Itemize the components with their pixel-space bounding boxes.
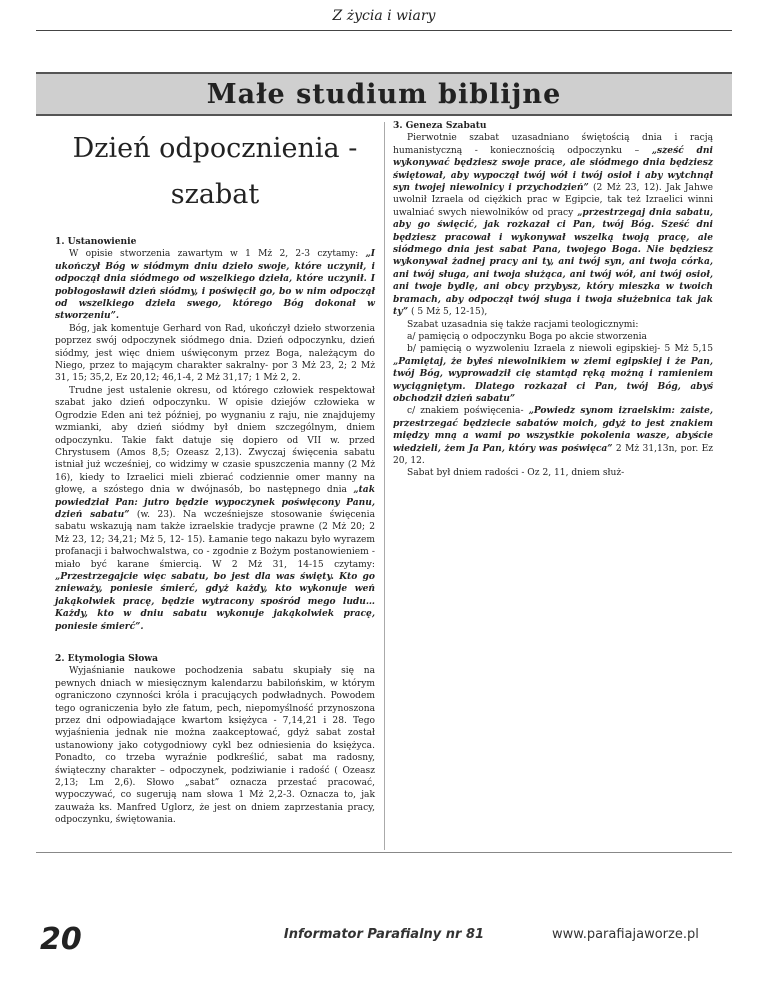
section-banner [36, 72, 732, 116]
text-run: (w. 23). Na wcześniejsze stosowanie święcenia sabatu wskazują nam także izraelskie tradycje prawne (2 Mż 20; 2 Mż 23, 12; 34,21; Mż 5, 12- 15). Łamanie tego nakazu było wyrazem profanacji i bałwochwalstwa, co - zgodnie z Bożym postanowieniem - miało być karane śmiercią. W 2 Mż 31, 14-15 czytamy: [55, 509, 375, 570]
text-run: Trudne jest ustalenie okresu, od którego człowiek respektował szabat jako dzień odpoczynku. W opisie dziejów człowieka w Ogrodzie Eden ani też później, po wygnaniu z raju, nie znajdujemy wzmianki, aby dzień siódmy był dniem szczególnym, dniem odpoczynku. Takie fakt datuje się dopiero od VII w. przed Chrystusem (Amos 8,5; Ozeasz 2,13). Zwyczaj święcenia sabatu istniał już wcześniej, co widzimy w czasie spuszczenia manny (2 Mż 16), kiedy to Izraelici mieli zbierać codziennie omer manny na głowę, a szóstego dnia w dwójnasób, bo następnego dnia [55, 385, 375, 496]
text-run: b/ pamięcią o wyzwoleniu Izraela z niewoli egipskiej- 5 Mż 5,15 [407, 344, 713, 355]
bible-quote: „Przestrzegajcie więc sabatu, bo jest dla was święty. Kto go znieważy, poniesie śmierć, gdyż każdy, kto wykonuje weń jakąkolwiek pracę, będzie wytracony spośród mego ludu… Każdy, kto w dniu sabatu wykonuje jakąkolwiek pracę, poniesie śmierć”. [55, 570, 375, 632]
text-run: ( 5 Mż 5, 12-15), [408, 307, 488, 318]
publication-name: Informator Parafialny nr 81 [283, 927, 485, 942]
paragraph [55, 248, 375, 322]
page-number: 20 [40, 922, 82, 957]
text-run: (2 Mż 23, 12). Jak Jahwe uwolnił Izraela od ciężkich prac w Egipcie, tak też Izraelici winni uwalniać swych niewolników od pracy [393, 183, 713, 218]
list-item [393, 343, 713, 405]
article-title-line1: Dzień odpocznienia - [72, 133, 358, 164]
bible-quote: „przestrzegaj dnia sabatu, aby go święcić, jak rozkazał ci Pan, twój Bóg. Sześć dni będziesz pracował i wykonywał wszelką twoją pracę, ale siódmego dnia jest sabat Pana, twojego Boga. Nie będziesz wykonywał żadnej pracy ani ty, ani twój syn, ani twoja córka, ani twój sługa, ani twoja służąca, ani twój wół, ani twój osioł, ani twoje bydlę, ani obcy przybysz, który mieszka w twoich bramach, aby odpoczął twój sługa i twoja służebnica tak jak ty” [393, 206, 713, 318]
text-run: W opisie stworzenia zawartym w 1 Mż 2, 2-3 czytamy: [69, 249, 366, 260]
bible-quote: „Powiedz synom izraelskim: zaiste, przestrzegać będziecie sabatów moich, gdyż to jest znakiem między mną a wami po wszystkie pokolenia wasze, abyście wiedzieli, żem Ja Pan, który was poświęca” [393, 405, 713, 454]
list-item: a/ pamięcią o odpoczynku Boga po akcie stworzenia [407, 331, 647, 342]
text-run: c/ znakiem poświęcenia- [407, 406, 529, 417]
article-title-line2: szabat [170, 179, 260, 210]
footer-rule [36, 852, 732, 853]
section-heading-3: 3. Geneza Szabatu [393, 120, 487, 131]
column-divider [384, 122, 385, 850]
bible-quote: „tak powiedział Pan: jutro będzie wypoczynek poświęcony Panu, dzień sabatu” [55, 484, 375, 520]
bible-quote: „sześć dni wykonywać będziesz swoje prace, ale siódmego dnia będziesz świętował, aby wypoczął twój wół i twój osioł i aby wytchnął syn twojej niewolnicy i przychodzień” [393, 144, 713, 194]
section-heading-2: 2. Etymologia Słowa [55, 653, 159, 664]
bible-quote: „Pamiętaj, że byłeś niewolnikiem w ziemi egipskiej i że Pan, twój Bóg, wyprowadził cię stamtąd ręką możną i ramieniem wyciągniętym. Dlatego rozkazał ci Pan, twój Bóg, abyś obchodził dzień sabatu” [393, 355, 713, 404]
website-url: www.parafiajaworze.pl [552, 927, 699, 942]
paragraph [55, 385, 375, 633]
paragraph: Szabat uzasadnia się także racjami teologicznymi: [407, 319, 639, 330]
article-title [55, 126, 375, 218]
paragraph: Bóg, jak komentuje Gerhard von Rad, ukończył dzieło stworzenia poprzez swój odpoczynek siódmego dnia. Dzień odpoczynku, dzień siódmy, jest więc dniem uświęconym przez Boga, należącym do Niego, przez to mającym charakter sakralny- por 3 Mż 23, 2; 2 Mż 31, 15; 35,2, Ez 20,12; 46,1-4, 2 Mż 31,17; 1 Mż 2, 2. [55, 323, 375, 384]
paragraph [393, 132, 713, 318]
paragraph: Sabat był dniem radości - Oz 2, 11, dniem służ- [407, 468, 625, 479]
banner-title: Małe studium biblijne [206, 78, 562, 110]
text-run: Pierwotnie szabat uzasadniano świętością dnia i racją humanistyczną - koniecznością odpoczynku – [393, 133, 713, 156]
list-item [393, 405, 713, 467]
text-run: 2 Mż 31,13n, por. Ez 20, 12. [393, 443, 714, 466]
right-column-flow [393, 120, 713, 480]
section-heading-1: 1. Ustanowienie [55, 236, 137, 247]
left-column [55, 120, 375, 827]
header-rule [36, 30, 732, 31]
paragraph: Wyjaśnianie naukowe pochodzenia sabatu skupiały się na pewnych dniach w miesięcznym kalendarzu babilońskim, w którym ograniczono czynności króla i pracujących podwładnych. Powodem tego ograniczenia było złe fatum, pech, niepomyślność przynoszona przez dni odpowiadające kwartom księżyca - 7,14,21 i 28. Tego wyjaśnienia jednak nie można zaakceptować, gdyż sabat został ustanowiony jako cotygodniowy cykl bez odniesienia do księżyca. Ponadto, co trzeba wyraźnie podkreślić, sabat ma radosny, świąteczny charakter – odpoczynek, podziwianie i radość ( Ozeasz 2,13; Lm 2,6). Słowo „sabat” oznacza przestać pracować, wypoczywać, co sugerują nam słowa 1 Mż 2,2-3. Oznacza to, jak zauważa ks. Manfred Uglorz, że jest on dniem zaprzestania pracy, odpoczynku, świętowania. [55, 666, 375, 826]
bible-quote: „I ukończył Bóg w siódmym dniu dzieło swoje, które uczynił, i odpoczął dnia siódmego od wszelkiego dzieła, które uczynił. I pobłogosławił dzień siódmy, i poświęcił go, bo w nim odpoczął od wszelkiego dzieła swego, którego Bóg dokonał w stworzeniu”. [55, 248, 375, 322]
running-head: Z życia i wiary [332, 8, 436, 24]
